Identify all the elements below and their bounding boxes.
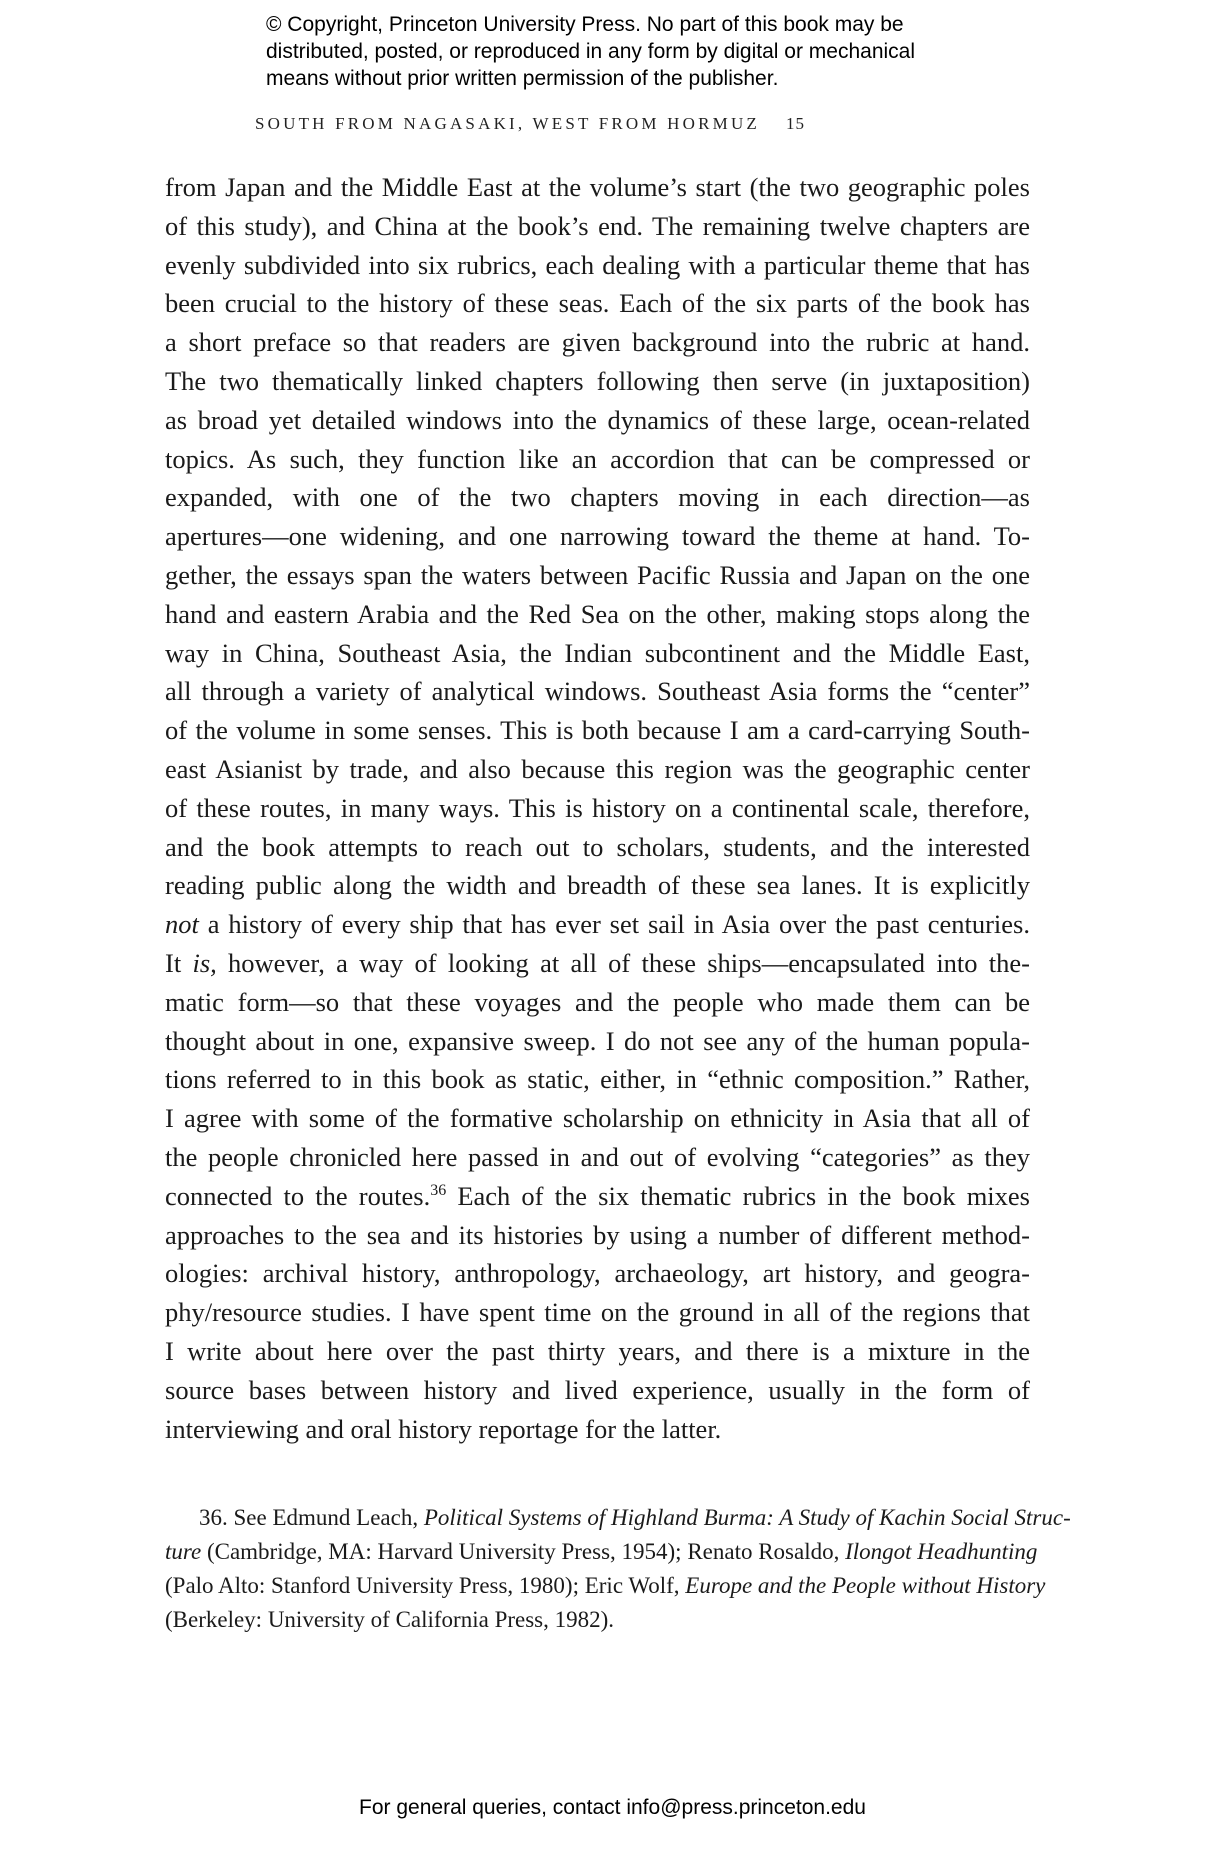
text-line: of the volume in some senses. This is both because I am a card-carrying South-	[165, 715, 1030, 746]
text-line: tions referred to in this book as static, either, in “ethnic composition.” Rather,	[165, 1064, 1030, 1095]
page-number: 15	[786, 114, 806, 133]
text-line: way in China, Southeast Asia, the Indian subcontinent and the Middle East,	[165, 637, 1030, 668]
copyright-line: means without prior written permission of the publisher.	[266, 67, 779, 90]
text-line: approaches to the sea and its histories by using a number of different method-	[165, 1219, 1030, 1250]
text-line: phy/resource studies. I have spent time on the ground in all of the regions that	[165, 1297, 1030, 1328]
book-title: ture	[165, 1539, 202, 1564]
text-line: from Japan and the Middle East at the volume’s start (the two geographic poles	[165, 172, 1030, 202]
text-line: of this study), and China at the book’s end. The remaining twelve chapters are	[165, 210, 1030, 241]
text-line	[165, 1177, 1030, 1216]
text-line: evenly subdivided into six rubrics, each dealing with a particular theme that has	[165, 249, 1030, 280]
text-line: and the book attempts to reach out to scholars, students, and the interested	[165, 831, 1030, 862]
text-line: gether, the essays span the waters between Pacific Russia and Japan on the one	[165, 559, 1030, 590]
footnote-reference[interactable]: 36	[430, 1181, 447, 1199]
text-line	[165, 944, 1030, 983]
text-line: The two thematically linked chapters following then serve (in juxtaposition)	[165, 365, 1030, 396]
text-line: source bases between history and lived experience, usually in the form of	[165, 1374, 1030, 1405]
text-line: of these routes, in many ways. This is history on a continental scale, therefore,	[165, 792, 1030, 823]
copyright-notice	[266, 11, 1026, 92]
text-line: topics. As such, they function like an accordion that can be compressed or	[165, 443, 1030, 474]
book-title: Europe and the People without History	[685, 1573, 1046, 1598]
body-text	[165, 168, 1030, 1448]
text-line: all through a variety of analytical windows. Southeast Asia forms the “center”	[165, 676, 1030, 707]
running-head-title: SOUTH FROM NAGASAKI, WEST FROM HORMUZ	[254, 114, 761, 133]
book-title: Ilongot Headhunting	[845, 1539, 1038, 1564]
text-line: thought about in one, expansive sweep. I do not see any of the human popula-	[165, 1025, 1030, 1056]
running-head	[165, 114, 895, 134]
text-line: ologies: archival history, anthropology, archaeology, art history, and geogra-	[165, 1258, 1030, 1289]
text-run: It	[165, 947, 193, 978]
text-line: the people chronicled here passed in and out of evolving “categories” as they	[165, 1141, 1030, 1172]
text-line: apertures—one widening, and one narrowing toward the theme at hand. To-	[165, 521, 1030, 552]
text-run: however, a way of looking at all of these ships—encapsulated into the-	[216, 947, 1030, 978]
text-line: hand and eastern Arabia and the Red Sea on the other, making stops along the	[165, 598, 1030, 629]
footnote	[165, 1501, 1071, 1637]
contact-footer: For general queries, contact info@press.princeton.edu	[359, 1796, 866, 1819]
text-line: interviewing and oral history reportage for the latter.	[165, 1413, 722, 1444]
text-run: (Palo Alto: Stanford University Press, 1980); Eric Wolf,	[165, 1573, 686, 1598]
text-line: expanded, with one of the two chapters moving in each direction—as	[165, 482, 1030, 513]
text-run: Each of the six thematic rubrics in the book mixes	[446, 1180, 1030, 1211]
text-line: reading public along the width and breadth of these sea lanes. It is explicitly	[165, 870, 1030, 901]
footnote-line	[165, 1535, 1038, 1569]
emphasis: not	[165, 909, 199, 940]
copyright-line: © Copyright, Princeton University Press. No part of this book may be	[266, 13, 904, 36]
text-line: matic form—so that these voyages and the people who made them can be	[165, 986, 1030, 1017]
emphasis: is,	[192, 947, 217, 978]
copyright-line: distributed, posted, or reproduced in any form by digital or mechanical	[266, 40, 916, 63]
text-run: (Cambridge, MA: Harvard University Press, 1954); Renato Rosaldo,	[201, 1539, 846, 1564]
text-line: a short preface so that readers are given background into the rubric at hand.	[165, 327, 1030, 358]
text-run: connected to the routes.	[165, 1180, 431, 1211]
book-title: Political Systems of Highland Burma: A Study of Kachin Social Struc-	[423, 1505, 1071, 1530]
text-run: 36. See Edmund Leach,	[199, 1505, 424, 1530]
text-line: been crucial to the history of these seas. Each of the six parts of the book has	[165, 288, 1030, 319]
text-line: east Asianist by trade, and also because this region was the geographic center	[165, 753, 1030, 784]
text-line: as broad yet detailed windows into the dynamics of these large, ocean-related	[165, 404, 1030, 435]
text-line	[165, 905, 1030, 944]
text-line: I agree with some of the formative scholarship on ethnicity in Asia that all of	[165, 1103, 1030, 1134]
text-run: a history of every ship that has ever set sail in Asia over the past centuries.	[198, 909, 1030, 940]
footnote-line	[165, 1569, 1046, 1603]
footnote-line	[165, 1501, 1071, 1535]
footnote-line: (Berkeley: University of California Press, 1982).	[165, 1607, 615, 1632]
text-line: I write about here over the past thirty years, and there is a mixture in the	[165, 1335, 1030, 1366]
